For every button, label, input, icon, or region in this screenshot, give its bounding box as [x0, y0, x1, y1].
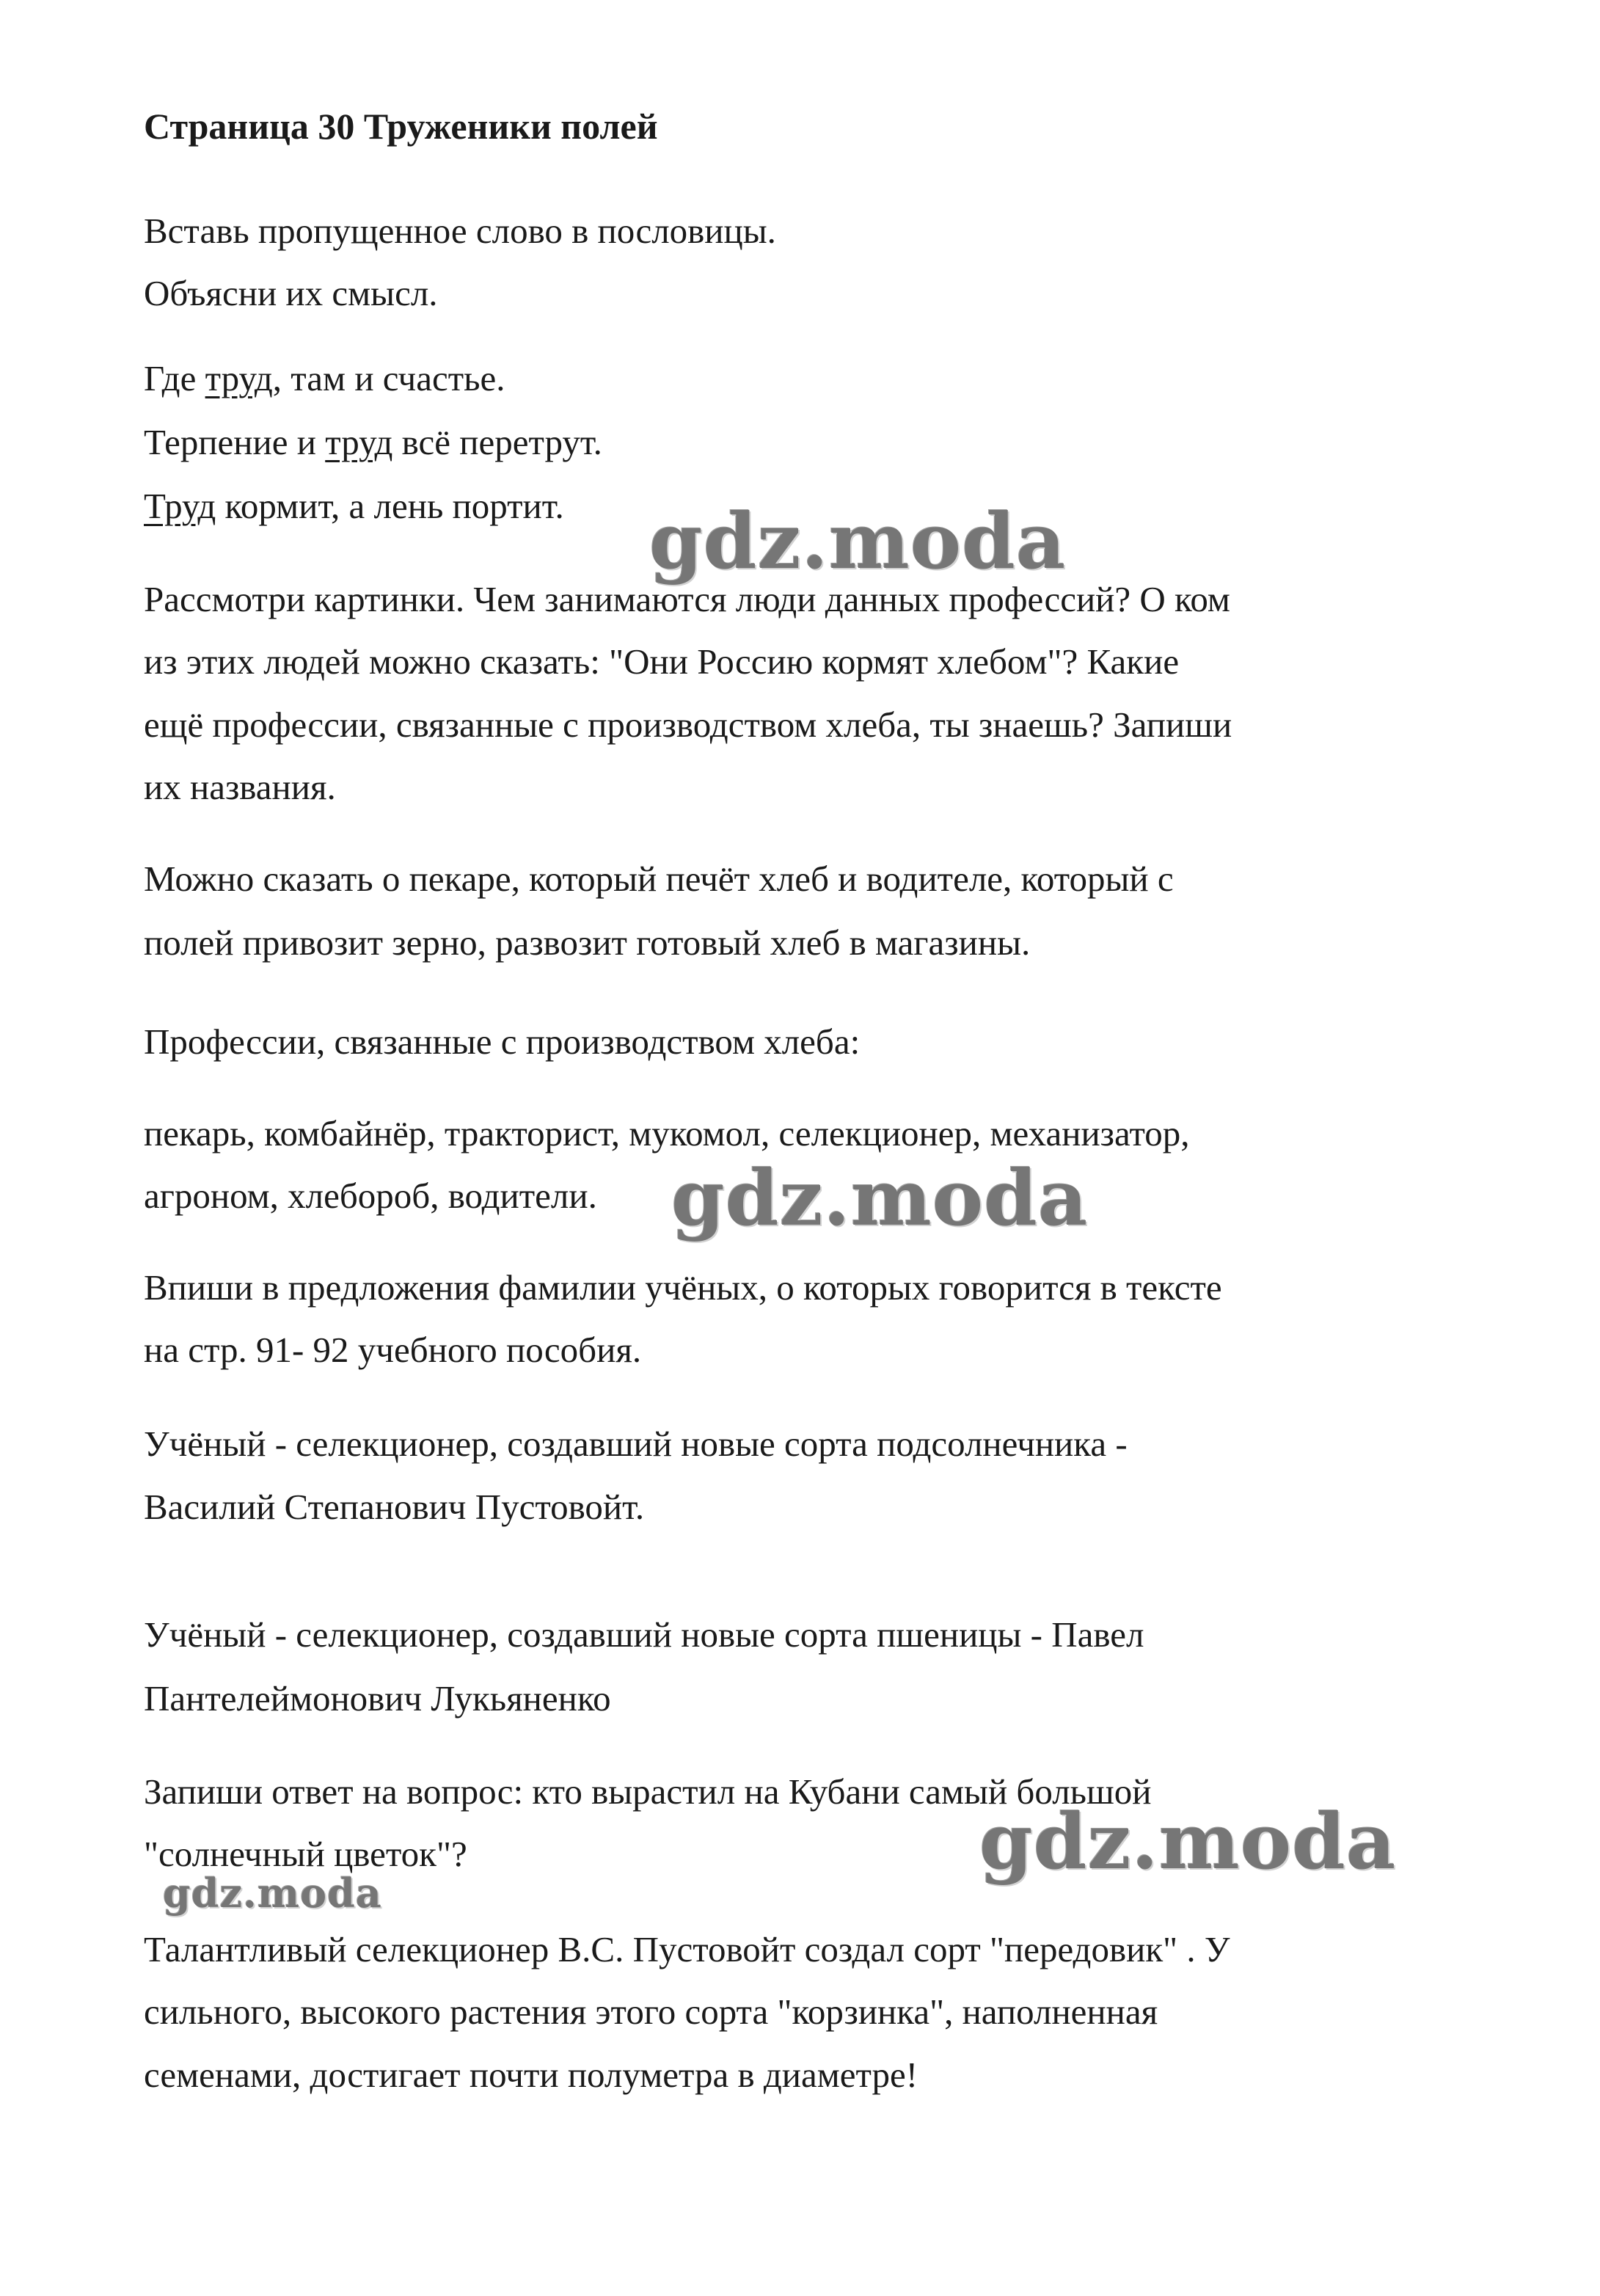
- task3-answer-1-line-1: Учёный - селекционер, создавший новые сорта подсолнечника -: [144, 1424, 1128, 1464]
- task2-question-line-1: Рассмотри картинки. Чем занимаются люди данных профессий? О ком: [144, 579, 1230, 619]
- task2-question-line-3: ещё профессии, связанные с производством хлеба, ты знаешь? Запиши: [144, 704, 1232, 745]
- proverb-2: [144, 420, 602, 464]
- task1-instruction-line-2: Объясни их смысл.: [144, 273, 438, 313]
- task3-question-line-1: Впиши в предложения фамилии учёных, о которых говорится в тексте: [144, 1267, 1222, 1308]
- task4-answer-line-1: Талантливый селекционер В.С. Пустовойт создал сорт "передовик" . У: [144, 1929, 1230, 1969]
- task1-instruction-line-1: Вставь пропущенное слово в пословицы.: [144, 211, 776, 251]
- task4-question-line-2: "солнечный цветок"?: [144, 1834, 467, 1874]
- task4-answer-line-2: сильного, высокого растения этого сорта "корзинка", наполненная: [144, 1991, 1158, 2032]
- watermark-logo: gdz.moda: [649, 496, 1067, 586]
- watermark-logo-small: gdz.moda: [163, 1870, 382, 1917]
- proverb-3-inserted-word: Труд: [144, 486, 216, 526]
- task3-answer-2-line-2: Пантелеймонович Лукьяненко: [144, 1678, 611, 1719]
- watermark-logo: gdz.moda: [979, 1796, 1397, 1887]
- proverb-1-pre: Где: [144, 358, 205, 398]
- professions-line-2: агроном, хлебороб, водители.: [144, 1176, 597, 1216]
- proverb-1-inserted-word: труд: [205, 358, 273, 398]
- task4-answer-line-3: семенами, достигает почти полуметра в диаметре!: [144, 2055, 918, 2095]
- professions-heading: Профессии, связанные с производством хлеба:: [144, 1021, 861, 1062]
- proverb-1-post: , там и счастье.: [272, 358, 505, 398]
- task3-question-line-2: на стр. 91- 92 учебного пособия.: [144, 1330, 642, 1370]
- task2-question-line-2: из этих людей можно сказать: "Они Россию кормят хлебом"? Какие: [144, 641, 1180, 682]
- task2-question-line-4: их названия.: [144, 767, 336, 807]
- proverb-2-post: всё перетрут.: [392, 422, 602, 462]
- proverb-2-inserted-word: труд: [325, 422, 393, 462]
- proverb-1: [144, 357, 505, 401]
- proverb-3: [144, 484, 564, 528]
- task3-answer-1-line-2: Василий Степанович Пустовойт.: [144, 1487, 645, 1527]
- task2-answer-line-2: полей привозит зерно, развозит готовый хлеб в магазины.: [144, 922, 1031, 963]
- page-title: Страница 30 Труженики полей: [144, 106, 658, 147]
- task4-question-line-1: Запиши ответ на вопрос: кто вырастил на Кубани самый большой: [144, 1771, 1152, 1812]
- task2-answer-line-1: Можно сказать о пекаре, который печёт хлеб и водителе, который с: [144, 859, 1174, 899]
- task3-answer-2-line-1: Учёный - селекционер, создавший новые сорта пшеницы - Павел: [144, 1614, 1144, 1655]
- professions-line-1: пекарь, комбайнёр, тракторист, мукомол, селекционер, механизатор,: [144, 1113, 1190, 1154]
- proverb-2-pre: Терпение и: [144, 422, 326, 462]
- proverb-3-post: кормит, а лень портит.: [216, 486, 564, 526]
- watermark-logo: gdz.moda: [671, 1153, 1089, 1243]
